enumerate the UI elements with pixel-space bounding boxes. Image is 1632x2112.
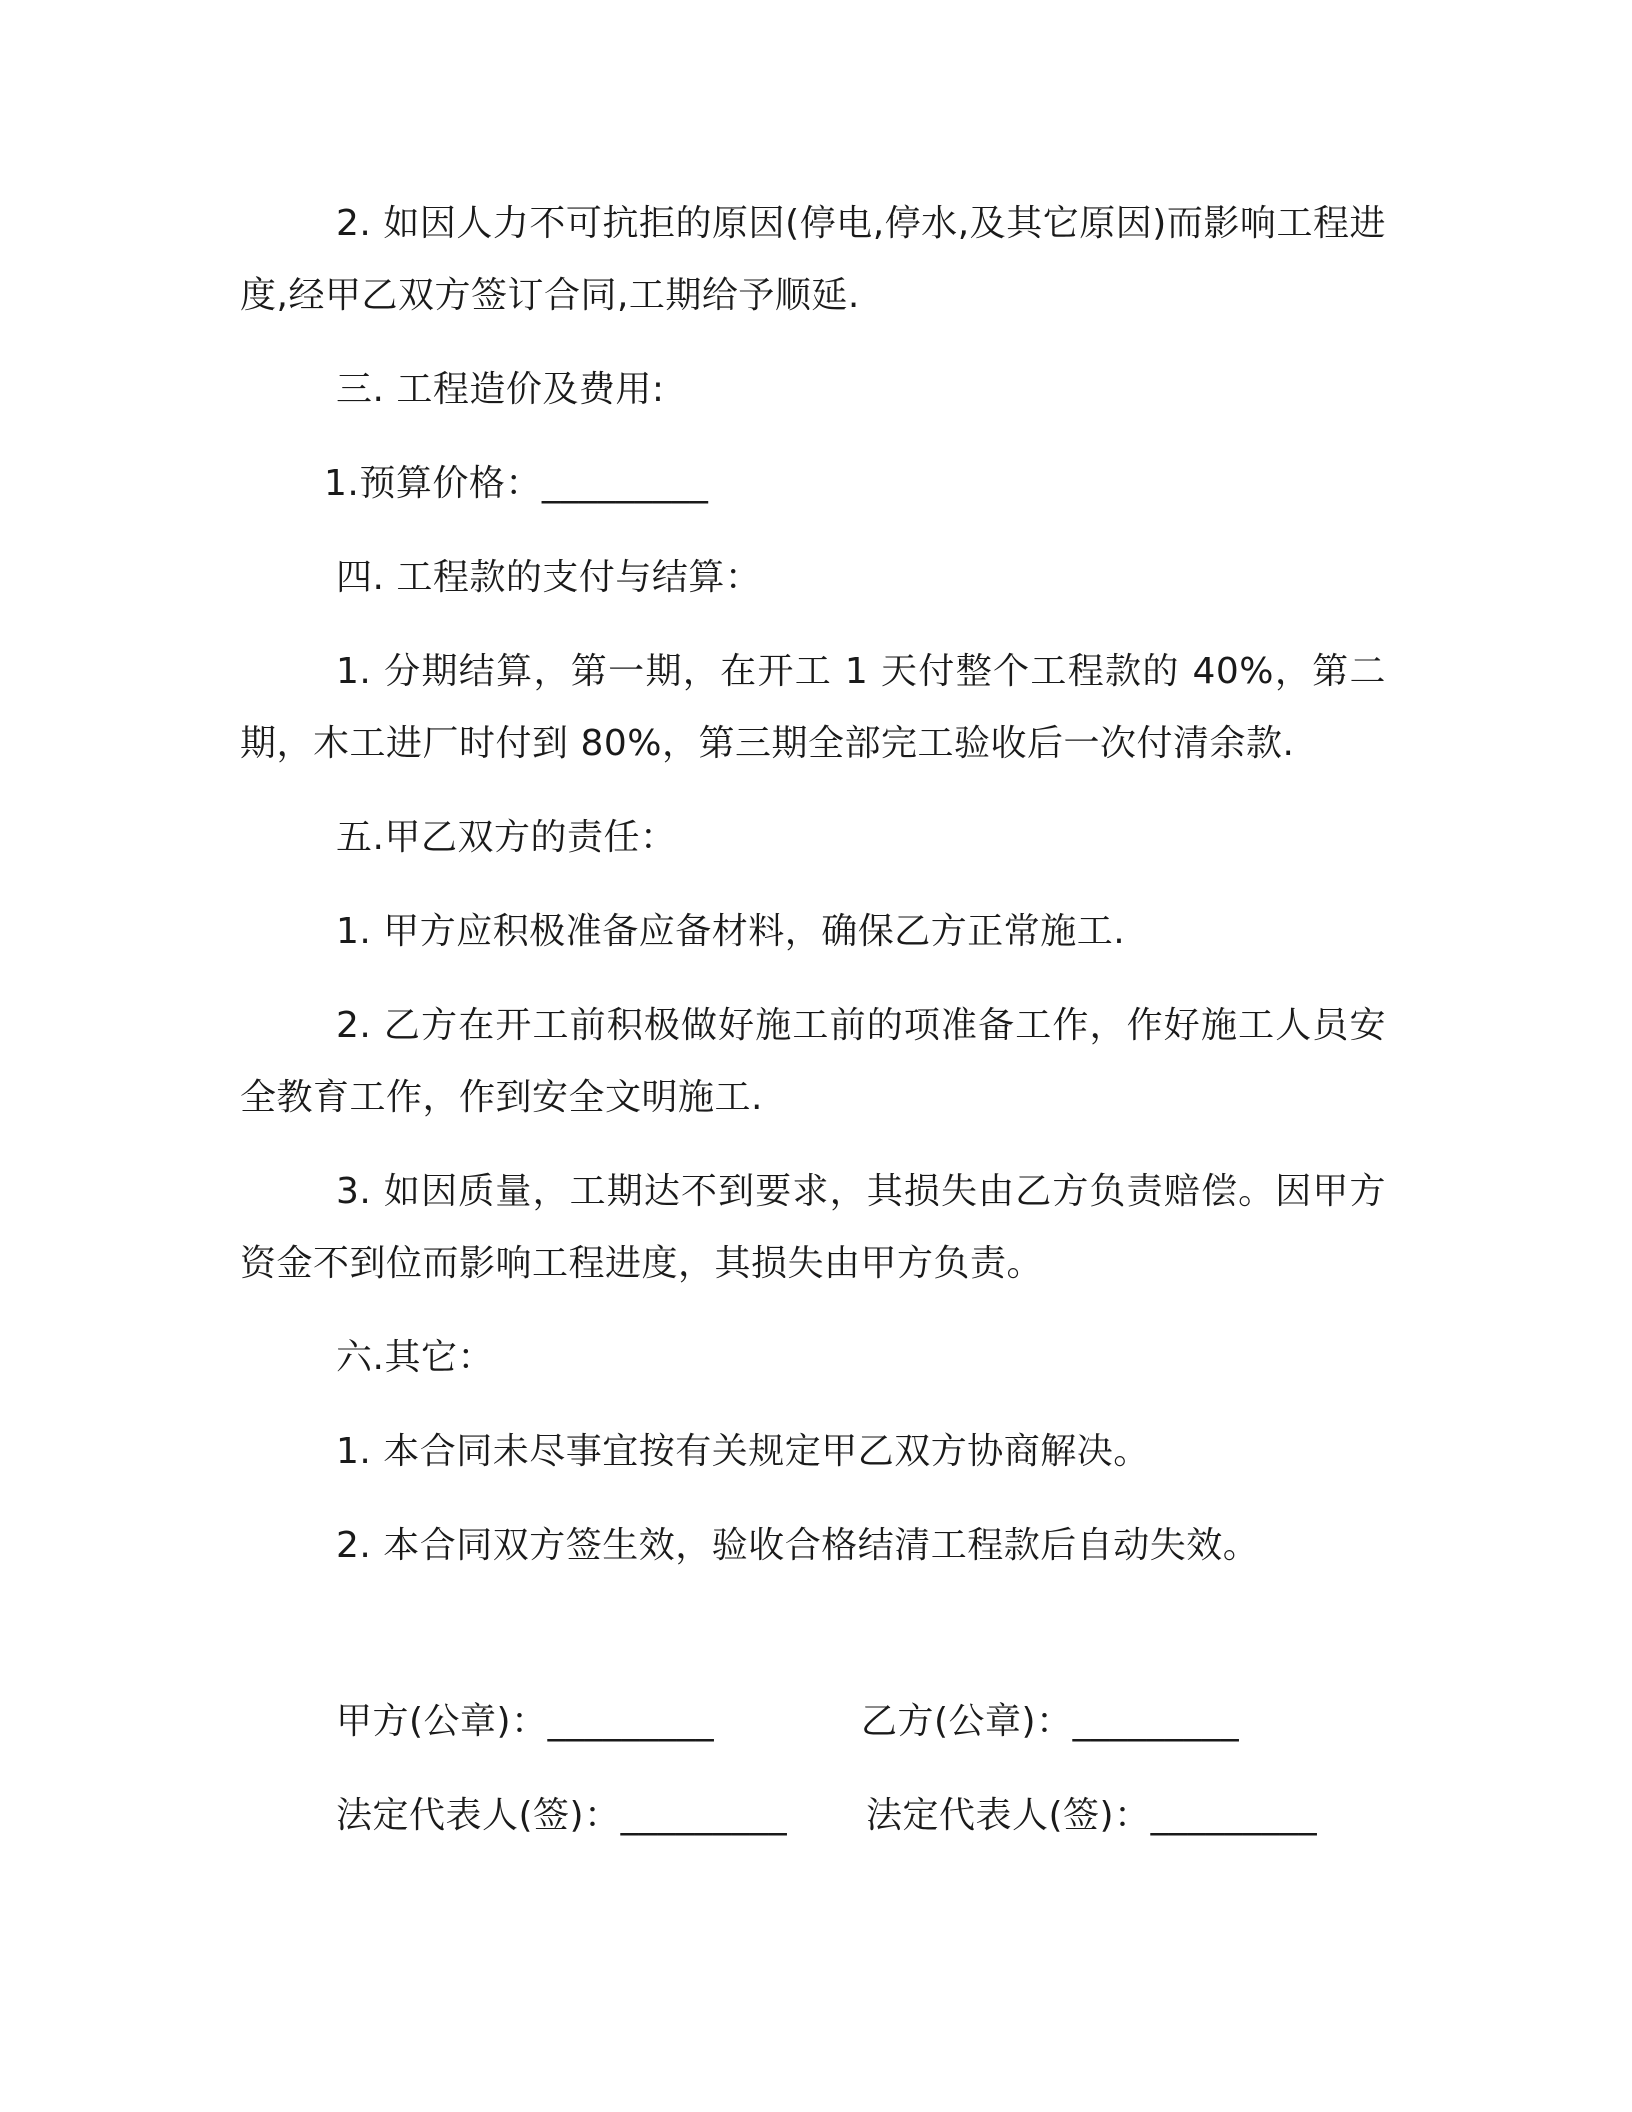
clause-party-b-duty: 2. 乙方在开工前积极做好施工前的项准备工作，作好施工人员安全教育工作，作到安全文明施工. [240,1005,1386,1118]
signature-row-seal [240,1686,1386,1758]
section-4-heading: 四. 工程款的支付与结算： [336,557,762,598]
signature-spacer [240,1604,1386,1686]
clause-installment-payment: 1. 分期结算，第一期，在开工 1 天付整个工程款的 40%，第二期，木工进厂时付到 80%，第三期全部完工验收后一次付清余款. [240,651,1386,764]
document-body [240,188,1386,1874]
signature-row-representative [240,1780,1386,1852]
section-5-heading: 五.甲乙双方的责任： [336,817,677,858]
party-b-seal-line: 乙方(公章)：_________ [861,1701,1240,1742]
clause-other-matters: 1. 本合同未尽事宜按有关规定甲乙双方协商解决。 [336,1431,1150,1472]
clause-party-a-duty: 1. 甲方应积极准备应备材料，确保乙方正常施工. [336,911,1126,952]
clause-budget-price: 1.预算价格：_________ [324,463,709,504]
section-3-heading: 三. 工程造价及费用: [336,369,665,410]
clause-2-delay: 2. 如因人力不可抗拒的原因(停电,停水,及其它原因)而影响工程进度,经甲乙双方签订合同,工期给予顺延. [240,203,1386,316]
clause-liability: 3. 如因质量，工期达不到要求，其损失由乙方负责赔偿。因甲方资金不到位而影响工程进度，其损失由甲方负责。 [240,1171,1386,1284]
party-b-rep-line: 法定代表人(签)：_________ [866,1795,1318,1836]
party-a-seal-line: 甲方(公章)：_________ [336,1701,715,1742]
clause-effectiveness: 2. 本合同双方签生效，验收合格结清工程款后自动失效。 [336,1525,1260,1566]
section-6-heading: 六.其它： [336,1337,494,1378]
party-a-rep-line: 法定代表人(签)：_________ [336,1795,788,1836]
